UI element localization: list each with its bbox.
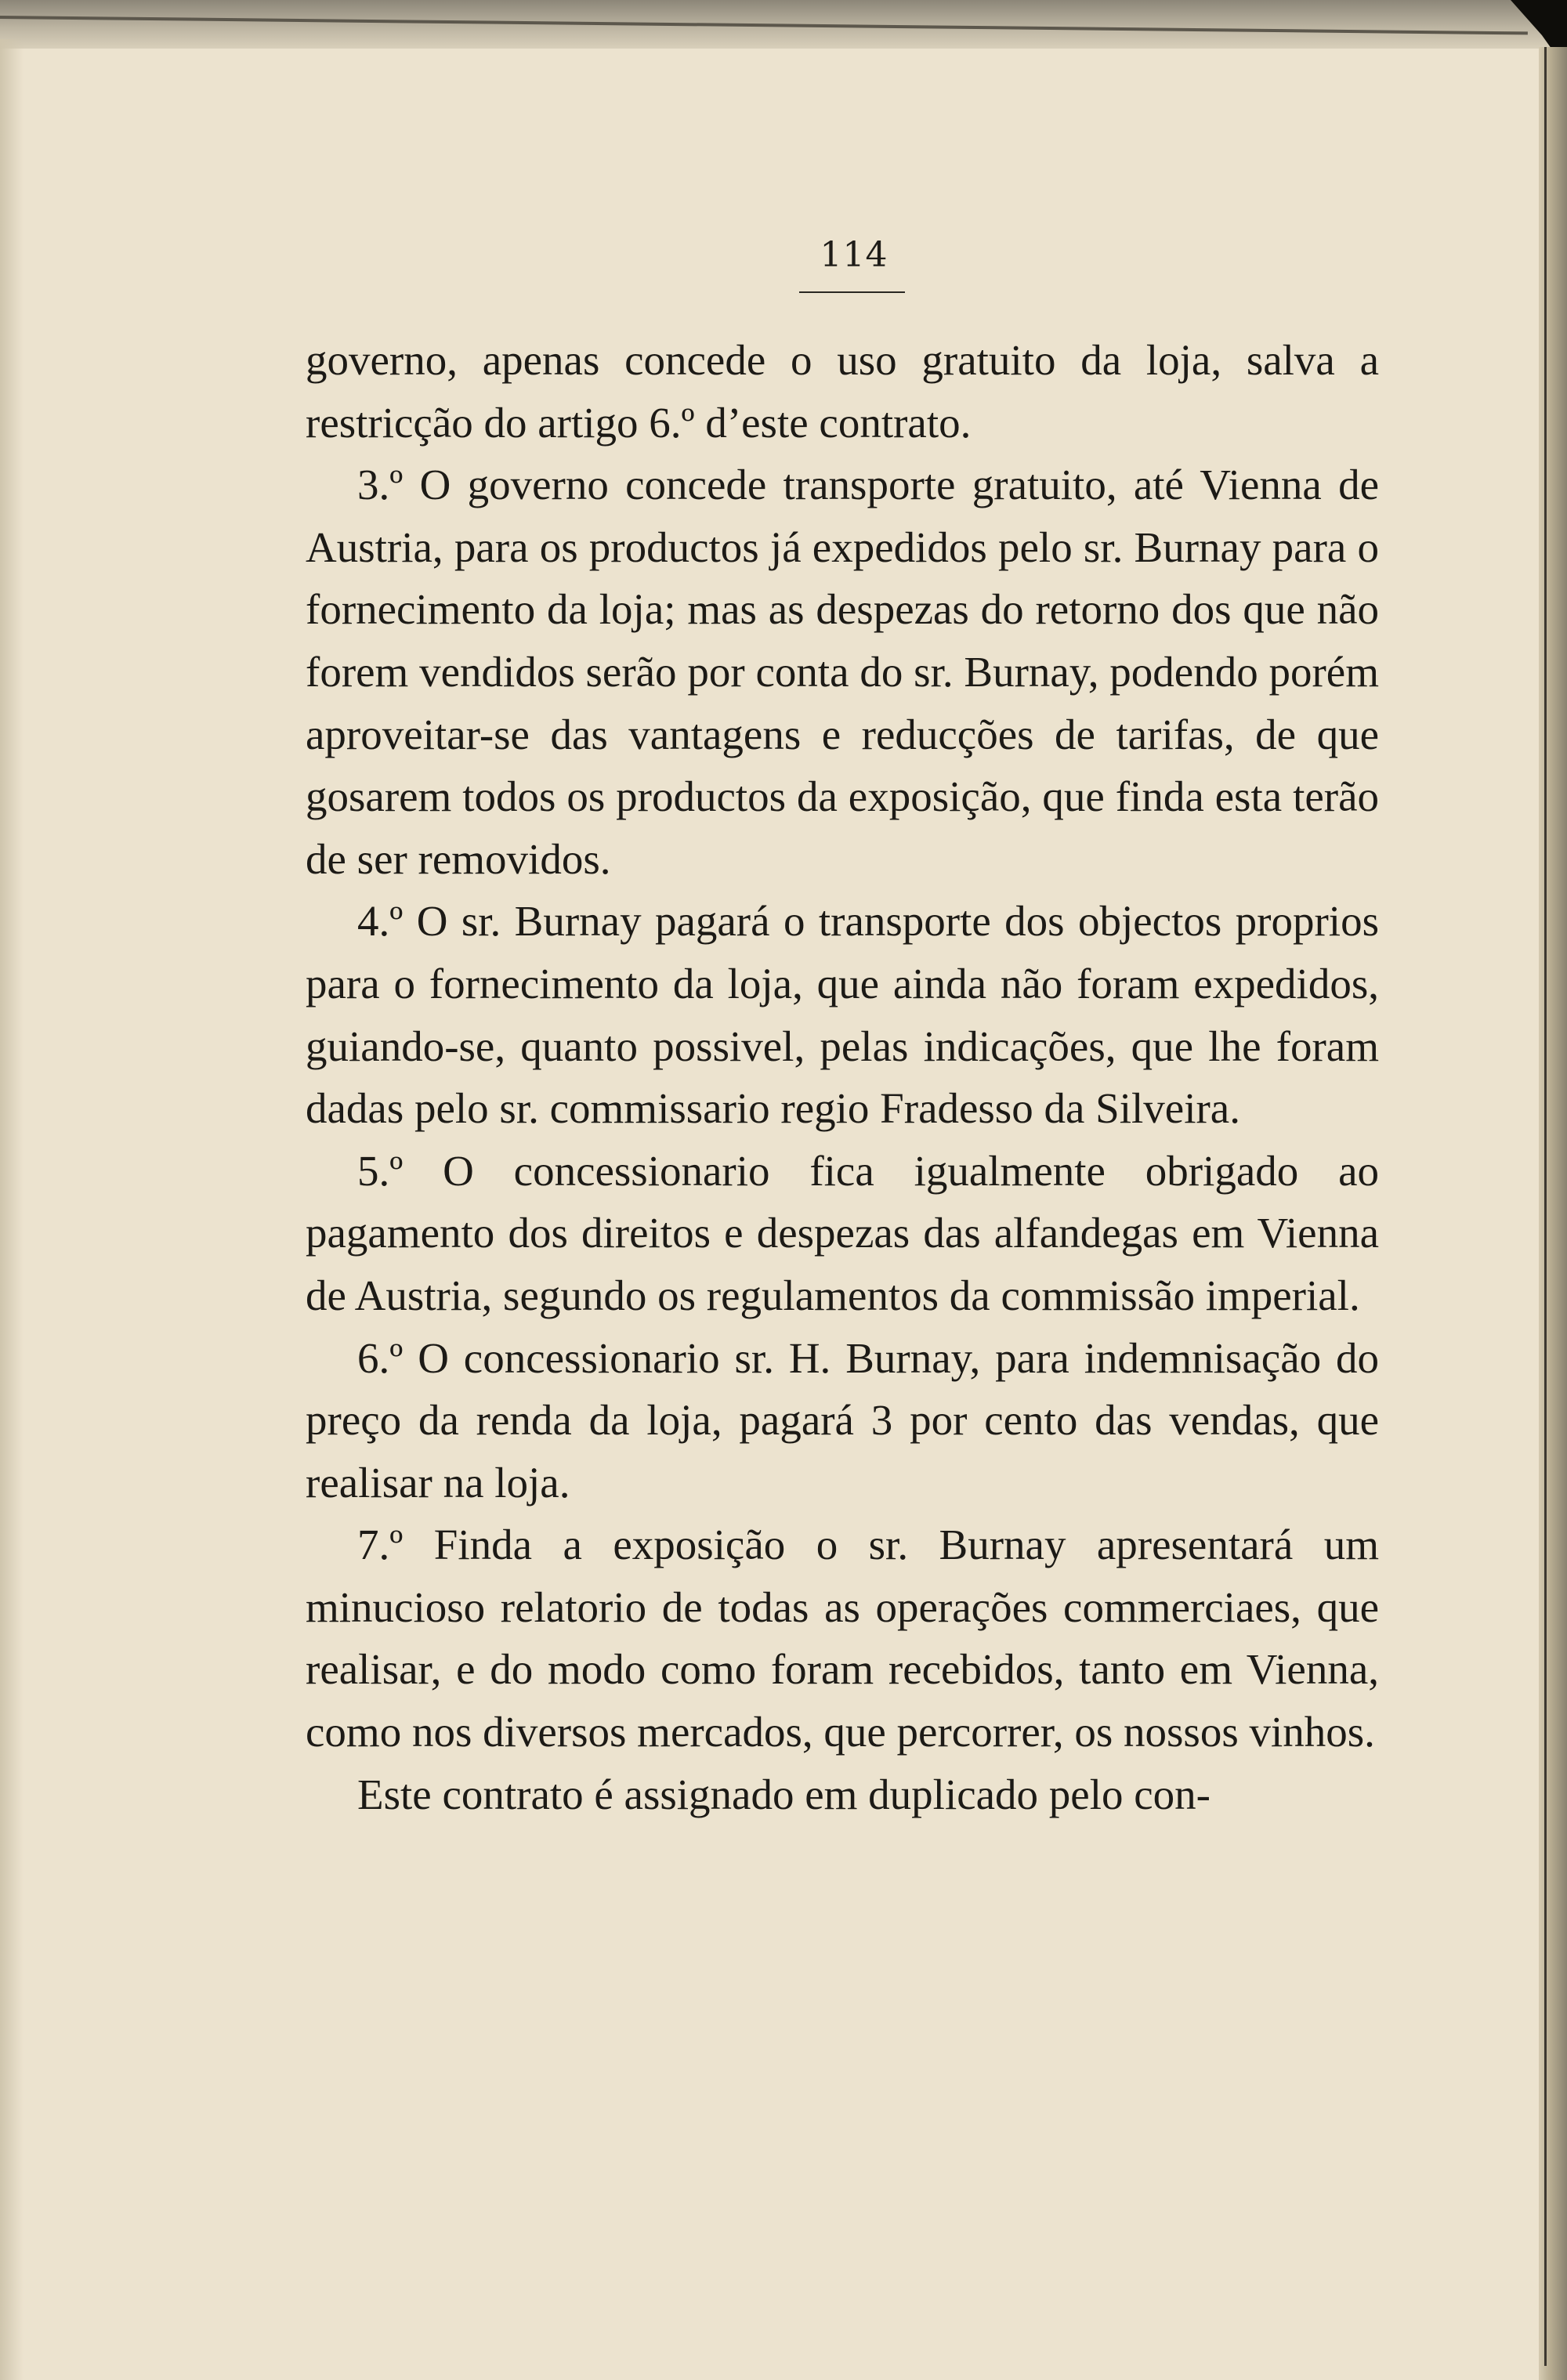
paragraph-article-7: 7.º Finda a exposição o sr. Burnay apresentará um minucioso relatorio de todas as operações commerciaes, que realisar, e do modo como foram recebidos, tanto em Vienna, como nos diversos mercados, que percorrer, os nossos vinhos. (306, 1521, 1379, 1756)
paragraph-closing: Este contrato é assignado em duplicado pelo con- (357, 1770, 1211, 1818)
paragraph-continuation: governo, apenas concede o uso gratuito da loja, salva a restricção do artigo 6.º d’este contrato. (306, 336, 1379, 447)
paragraph-article-5: 5.º O concessionario fica igualmente obrigado ao pagamento dos direitos e despezas das alfandegas em Vienna de Austria, segundo os regulamentos da commissão imperial. (306, 1146, 1379, 1319)
paragraph-article-4: 4.º O sr. Burnay pagará o transporte dos objectos proprios para o fornecimento da loja, que ainda não foram expedidos, guiando-se, quanto possivel, pelas indicações, que lhe foram dadas pelo sr. commissario regio Fradesso da Silveira. (306, 897, 1379, 1133)
body-text (306, 329, 1379, 1825)
binding-shadow (0, 39, 24, 2380)
page-right-edge (1539, 47, 1567, 2380)
page-number: 114 (820, 235, 888, 275)
paragraph-article-6: 6.º O concessionario sr. H. Burnay, para indemnisação do preço da renda da loja, pagará 3 por cento das vendas, que realisar na loja. (306, 1333, 1379, 1506)
paragraph-article-3: 3.º O governo concede transporte gratuito, até Vienna de Austria, para os productos já expedidos pelo sr. Burnay para o fornecimento da loja; mas as despezas do retorno dos que não forem vendidos serão por conta do sr. Burnay, podendo porém aproveitar-se das vantagens e reducções de tarifas, de que gosarem todos os productos da exposição, que finda esta terão de ser removidos. (306, 461, 1379, 883)
header-divider (799, 291, 905, 293)
page-right-rule (1544, 47, 1547, 2366)
